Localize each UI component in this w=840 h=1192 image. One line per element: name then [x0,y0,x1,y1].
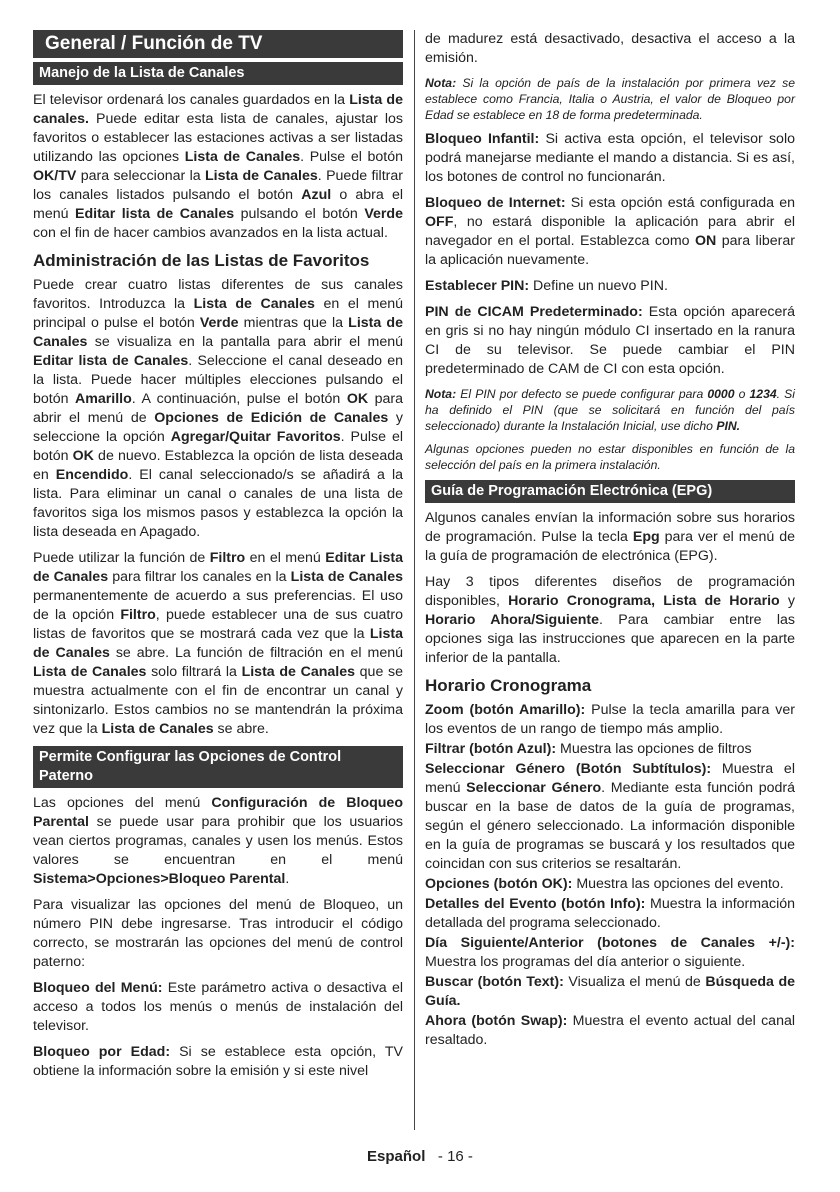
bold-term: Bloqueo de Internet: [425,195,566,211]
right-column [425,30,795,1051]
bold-term: Detalles del Evento (botón Info): [425,896,646,912]
bold-term: Horario Cronograma, Lista de Horario [508,593,780,609]
epg-options-list [425,701,795,1050]
bold-term: Editar Lista de Canales [33,550,403,585]
bold-term: Seleccionar Género (Botón Subtítulos): [425,761,712,777]
bold-term: PIN. [716,419,741,433]
bold-term: Azul [301,187,332,203]
subheading-schedule: Horario Cronograma [425,676,592,695]
bold-term: Editar lista de Canales [33,353,189,369]
bold-term: Lista de Canales [33,626,403,661]
bold-term: Ahora (botón Swap): [425,1013,568,1029]
bold-term: OK [346,391,369,407]
paragraph: Para visualizar las opciones del menú de Bloqueo, un número PIN debe ingresarse. Tras introducir el código correcto, se mostrarán las opciones del menú de control paterno: [33,897,403,970]
paragraph: Bloqueo del Menú: Este parámetro activa o desactiva el acceso a todos los menús o menús de instalación del televisor. [33,980,403,1034]
bold-term: Lista de Canales [184,149,301,165]
bold-term: OK [72,448,94,464]
page-number: - 16 - [437,1148,473,1165]
bold-term: 0000 [707,387,735,401]
epg-option-item: Día Siguiente/Anterior (botones de Canales +/-): Muestra los programas del día anterior o siguiente. [425,935,795,970]
epg-option-item: Ahora (botón Swap): Muestra el evento actual del canal resaltado. [425,1013,795,1048]
page-footer [0,1148,840,1165]
subheading-favorites: Administración de las Listas de Favoritos [33,251,370,270]
page-title: General / Función de TV [33,30,403,58]
bold-term: Opciones (botón OK): [425,876,573,892]
bold-term: Lista de canales. [33,92,403,127]
left-column [33,30,403,1088]
bold-term: Encendido [55,467,129,483]
bold-term: Búsqueda de Guía. [425,974,795,1009]
footer-language: Español [367,1148,426,1165]
epg-option-item: Buscar (botón Text): Visualiza el menú de Búsqueda de Guía. [425,974,795,1009]
bold-term: Verde [199,315,239,331]
note: Algunas opciones pueden no estar disponibles en función de la selección del país en la primera instalación. [425,442,795,472]
bold-term: 1234 [749,387,777,401]
epg-option-item: Seleccionar Género (Botón Subtítulos): Muestra el menú Seleccionar Género. Mediante esta función podrá buscar en la base de datos de la guía de programas, según el género seleccionado. La información disponible en la guía de programas se buscará y los resultados que coincidan con sus criterios se resaltarán. [425,761,796,872]
paragraph: Bloqueo Infantil: Si activa esta opción, el televisor solo podrá manejarse mediante el mando a distancia. Si es así, los botones de control no funcionarán. [425,131,795,185]
bold-term: OFF [425,214,454,230]
bold-term: Nota: [425,387,457,401]
paragraph: Puede crear cuatro listas diferentes de sus canales favoritos. Introduzca la Lista de Canales en el menú principal o pulse el botón Verde mientras que la Lista de Canales se visualiza en la pantalla para abrir el menú Editar lista de Canales. Seleccione el canal deseado en la lista. Puede hacer múltiples elecciones pulsando el botón Amarillo. A continuación, pulse el botón OK para abrir el menú de Opciones de Edición de Canales y seleccione la opción Agregar/Quitar Favoritos. Pulse el botón OK de nuevo. Establezca la opción de lista deseada en Encendido. El canal seleccionado/s se añadirá a la lista. Para eliminar un canal o canales de una lista de favoritos siga los mismos pasos y establezca la opción la lista deseada en Apagado. [33,277,404,540]
bold-term: Opciones de Edición de Canales [154,410,389,426]
bold-term: Editar lista de Canales [75,206,235,222]
paragraph: El televisor ordenará los canales guardados en la Lista de canales. Puede editar esta lista de canales, ajustar los favoritos o establecer las estaciones activas a ser listadas utilizando las opciones Lista de Canales. Pulse el botón OK/TV para seleccionar la Lista de Canales. Puede filtrar los canales listados pulsando el botón Azul o abra el menú Editar lista de Canales pulsando el botón Verde con el fin de hacer cambios avanzados en la lista actual. [33,92,403,241]
bold-term: Amarillo [75,391,132,407]
epg-option-item: Opciones (botón OK): Muestra las opciones del evento. [425,876,784,892]
paragraph: Hay 3 tipos diferentes diseños de programación disponibles, Horario Cronograma, Lista de Horario y Horario Ahora/Siguiente. Para cambiar entre las opciones siga las instrucciones que aparecen en la parte inferior de la pantalla. [425,574,795,666]
bold-term: Agregar/Quitar Favoritos [170,429,341,445]
paragraph: Bloqueo de Internet: Si esta opción está configurada en OFF, no estará disponible la aplicación para abrir el navegador en el portal. Establezca como ON para liberar la aplicación nuevamente. [425,195,795,268]
paragraph: de madurez está desactivado, desactiva el acceso a la emisión. [425,31,795,66]
section-heading-parental: Permite Configurar las Opciones de Control Paterno [33,746,403,788]
bold-term: PIN de CICAM Predeterminado: [425,304,643,320]
column-divider [414,30,415,1130]
bold-term: Sistema>Opciones>Bloqueo Parental [33,871,286,887]
bold-term: Configuración de Bloqueo Parental [33,795,403,830]
note: Nota: Si la opción de país de la instalación por primera vez se establece como Francia, Italia o Austria, el valor de Bloqueo por Edad se establece en 18 de forma predeterminada. [425,76,795,122]
epg-option-item: Detalles del Evento (botón Info): Muestra la información detallada del programa seleccionado. [425,896,796,931]
bold-term: Filtro [209,550,246,566]
note: Nota: El PIN por defecto se puede configurar para 0000 o 1234. Si ha definido el PIN (que se solicitará en función del país seleccionado) durante la Instalación Inicial, use dicho PIN. [425,387,796,433]
epg-option-item: Filtrar (botón Azul): Muestra las opciones de filtros [425,741,752,757]
bold-term: Buscar (botón Text): [425,974,564,990]
bold-term: Lista de Canales [204,168,318,184]
paragraph: PIN de CICAM Predeterminado: Esta opción aparecerá en gris si no hay ningún módulo CI insertado en la ranura CI de su televisor. Se puede cambiar el PIN predeterminado de CAM de CI con esta opción. [425,304,795,377]
bold-term: Lista de Canales [33,664,147,680]
bold-term: Lista de Canales [193,296,315,312]
section-heading-channel-list: Manejo de la Lista de Canales [33,62,403,85]
bold-term: Filtro [120,607,156,623]
bold-term: Zoom (botón Amarillo): [425,702,586,718]
bold-term: Bloqueo del Menú: [33,980,163,996]
bold-term: Nota: [425,76,457,90]
bold-term: Filtrar (botón Azul): [425,741,557,757]
paragraph: Establecer PIN: Define un nuevo PIN. [425,278,668,294]
section-heading-epg: Guía de Programación Electrónica (EPG) [425,480,795,503]
paragraph: Bloqueo por Edad: Si se establece esta opción, TV obtiene la información sobre la emisión y si este nivel [33,1044,403,1079]
bold-term: Establecer PIN: [425,278,530,294]
bold-term: Epg [632,529,660,545]
paragraph: Las opciones del menú Configuración de Bloqueo Parental se puede usar para prohibir que los usuarios vean ciertos programas, canales y usen los menús. Estos valores se encuentran en el menú Sistema>Opciones>Bloqueo Parental. [33,795,403,887]
bold-term: OK/TV [33,168,77,184]
epg-option-item: Zoom (botón Amarillo): Pulse la tecla amarilla para ver los eventos de un rango de tiempo más amplio. [425,702,795,737]
bold-term: Seleccionar Género [466,780,602,796]
paragraph: Algunos canales envían la información sobre sus horarios de programación. Pulse la tecla Epg para ver el menú de la guía de programación de electrónica (EPG). [425,510,795,564]
bold-term: Lista de Canales [101,721,214,737]
bold-term: Lista de Canales [290,569,403,585]
bold-term: Bloqueo Infantil: [425,131,540,147]
bold-term: ON [695,233,717,249]
bold-term: Bloqueo por Edad: [33,1044,171,1060]
bold-term: Horario Ahora/Siguiente [425,612,599,628]
bold-term: Día Siguiente/Anterior (botones de Canales +/-): [425,935,795,951]
bold-term: Lista de Canales [241,664,355,680]
bold-term: Lista de Canales [33,315,403,350]
bold-term: Verde [364,206,403,222]
paragraph: Puede utilizar la función de Filtro en el menú Editar Lista de Canales para filtrar los canales en la Lista de Canales permanentemente de acuerdo a sus preferencias. El uso de la opción Filtro, puede establecer una de sus cuatro listas de favoritos que se mostrará cada vez que la Lista de Canales se abre. La función de filtración en el menú Lista de Canales solo filtrará la Lista de Canales que se muestra actualmente con el fin de encontrar un canal y sintonizarlo. Estos cambios no se mantendrán la próxima vez que la Lista de Canales se abre. [33,550,404,737]
